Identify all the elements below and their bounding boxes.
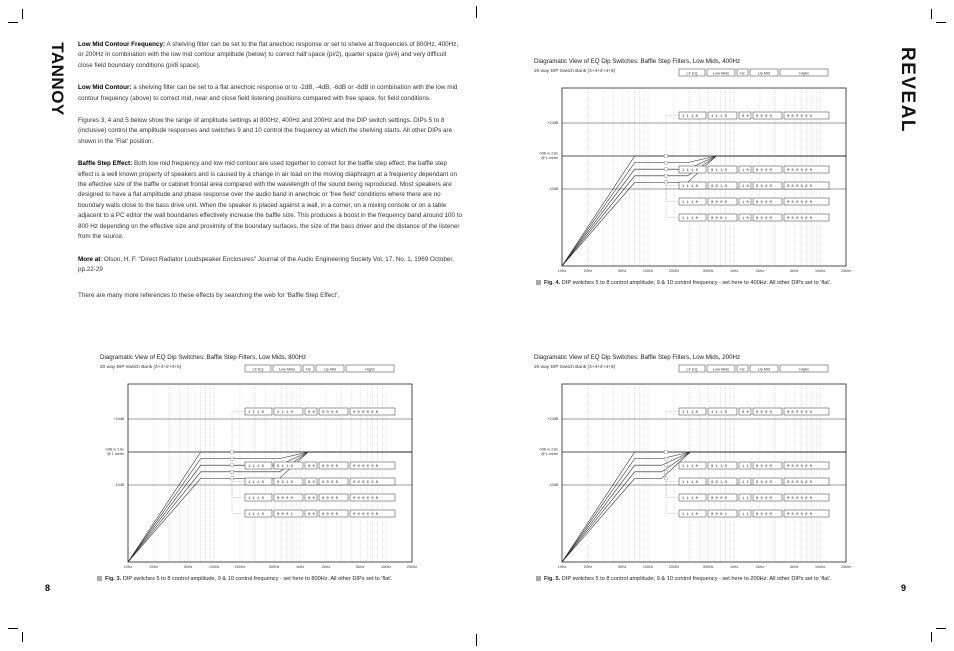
dip-switch-value: 0 1 1 0 (711, 465, 727, 469)
x-tick-label: 100Hz (208, 565, 220, 569)
dip-switch-value: 0 0 0 0 (756, 115, 772, 119)
curve-marker (665, 451, 668, 454)
leader-line (666, 116, 679, 157)
x-tick-label: 10Hz (557, 269, 567, 273)
figure-3-800hz (100, 354, 418, 594)
dip-switch-value: 0 0 0 0 0 0 (787, 115, 813, 119)
x-tick-label: 10Hz (557, 565, 567, 569)
curve-marker (665, 168, 668, 171)
x-tick-label: 1kHz (295, 565, 305, 569)
dip-switch-value: 1 1 1 0 (682, 513, 698, 517)
dip-switch-value: 1 1 1 0 (682, 465, 698, 469)
leader-line (232, 412, 245, 453)
x-tick-label: 50Hz (617, 269, 627, 273)
dip-switch-value: 0 0 0 1 (277, 513, 293, 517)
dip-switch-value: 0 0 0 0 0 0 (787, 411, 813, 415)
dip-switch-value: 0 0 0 0 (756, 201, 772, 205)
paragraph-more-at: More at: Olson, H. F. "Direct Radiator Loudspeaker Enclosures" Journal of the Audio Engineering Society Vol. 17, No. 1, 1969 October, pp.22-29 (78, 255, 454, 273)
dip-switch-value: 0 0 0 0 (756, 513, 772, 517)
dip-section-label: Hz (740, 71, 745, 76)
dip-section-label: Up Mid (323, 367, 337, 372)
x-tick-label: 10kHz (815, 565, 826, 569)
x-tick-label: 500Hz (268, 565, 280, 569)
y-axis-label: 0dB re 2.8v (539, 447, 558, 452)
y-axis-label: @ 1 metre (107, 452, 124, 456)
dip-switch-value: 1 1 1 0 (248, 411, 264, 415)
figure-4-400hz (534, 58, 852, 298)
dip-switch-value: 0 0 0 1 (711, 217, 727, 221)
figure-4-caption: Fig. 4. DIP switches 5 to 8 control amplitude, 9 & 10 control frequency - set here to 400Hz. All other DIPs set to 'flat'. (536, 280, 831, 286)
dip-section-label: Highs (365, 367, 375, 372)
x-tick-label: 10kHz (815, 269, 826, 273)
dip-switch-value: 0 0 0 0 (322, 513, 338, 517)
dip-switch-value: 0 0 0 0 0 0 (787, 513, 813, 517)
tannoy-logo (30, 42, 67, 116)
dip-switch-value: 1 1 1 0 (711, 411, 727, 415)
dip-switch-value: 0 0 1 0 (711, 481, 727, 485)
paragraph-baffle-step: Baffle Step Effect: Both low mid frequency and low mid contour are used together to correct for the baffle step effect. the baffle step effect is a well known property of speakers and is caused by a change in air load on the moving diaphragm at a frequency dependant on the effective size of the baffle or cabinet frontal area compared with the wavelength of the sound being reproduced. Most speakers are designed to have a flat amplitude and phase response over the audio band in anechoic or 'free field' conditions where there are no boundary walls close to the bass drive unit. When the speaker is placed against a wall, in a corner, on a mixing console or on a table adjacent to a PC editor the wall boundaries effectively increase the baffle size. This produces a boost in the frequency band around 100 to 800 Hz depending on the effective size and proximity of the boundary surfaces, the size of the bass driver and the distance of the listener from the source. (78, 160, 463, 241)
dip-section-label: Hz (740, 367, 745, 372)
dip-switch-value: 0 0 (308, 481, 315, 485)
dip-section-label: Low Mids (278, 367, 296, 372)
x-tick-label: 1kHz (729, 565, 739, 569)
dip-switch-value: 0 0 1 0 (711, 185, 727, 189)
response-chart (534, 354, 852, 576)
dip-switch-value: 0 0 0 0 0 0 (787, 217, 813, 221)
dip-switch-value: 1 0 (742, 185, 749, 189)
leader-line (232, 472, 245, 498)
dip-switch-value: 1 1 1 0 (682, 115, 698, 119)
dip-switch-value: 1 1 1 0 (682, 411, 698, 415)
body-text (78, 40, 462, 312)
dip-switch-value: 0 0 (742, 411, 749, 415)
leader-line (666, 182, 679, 217)
curve-marker (231, 451, 234, 454)
dip-switch-value: 0 0 0 0 (322, 481, 338, 485)
page-number-right: 9 (901, 583, 907, 593)
crop-mark (8, 628, 18, 629)
x-tick-label: 20kHz (406, 565, 418, 569)
dip-switch-value: 0 0 0 0 0 0 (353, 497, 379, 501)
svg-text:REVEAL: REVEAL (897, 46, 918, 134)
dip-section-label: Low Mids (712, 71, 730, 76)
dip-section-label: Hz (306, 367, 311, 372)
page-number-left: 8 (45, 583, 51, 593)
x-tick-label: 20kHz (840, 565, 852, 569)
x-tick-label: 2kHz (755, 565, 765, 569)
dip-switch-value: 0 0 (742, 115, 749, 119)
x-tick-label: 10Hz (123, 565, 133, 569)
dip-switch-value: 1 1 1 0 (682, 185, 698, 189)
dip-switch-value: 0 0 (308, 465, 315, 469)
dip-section-label: Low Mids (712, 367, 730, 372)
figure-title: Diagramatic View of EQ Dip Switches: Baffle Step Filters, Low Mids, 200Hz (534, 354, 741, 361)
y-axis-label: +10dB (547, 121, 558, 125)
paragraph-low-mid-contour-frequency: Low Mid Contour Frequency: A shelving filter can be set to the flat anechoic response or set to shelve at frequencies of 800Hz, 400Hz, or 200Hz in combination with the low mid contour amplitude (below) to correct half space (pi/2), quarter space (pi/4) and very difficult close field boundary conditions (pi/8 space). (78, 41, 459, 69)
leader-line (666, 412, 679, 453)
paragraph-figures: Figures 3, 4 and 5 below show the range of amplitude settings at 800Hz, 400Hz and 200Hz and the DIP switch settings. DIPs 5 to 8 (inclusive) control the amplitude responses and switches 9 and 10 control the frequency at which the shelving starts. All other DIPs are shown in the 'Flat' position. (78, 117, 453, 145)
crop-mark (22, 632, 23, 642)
dip-switch-value: 1 1 (742, 465, 749, 469)
dip-bank-label: 20 way DIP Switch Bank (4+4+2+4+6) (534, 365, 616, 370)
x-tick-label: 20Hz (583, 269, 593, 273)
dip-switch-value: 0 0 0 1 (711, 513, 727, 517)
leader-line (232, 465, 245, 481)
dip-switch-value: 0 0 0 0 (756, 497, 772, 501)
dip-switch-value: 1 1 1 0 (248, 481, 264, 485)
curve-marker (231, 464, 234, 467)
dip-switch-value: 0 0 0 0 (322, 465, 338, 469)
y-axis-label: +10dB (113, 417, 124, 421)
x-tick-label: 200Hz (668, 269, 680, 273)
curve-marker (231, 457, 234, 460)
crop-mark (936, 628, 946, 629)
y-axis-label: 0dB re 2.8v (105, 447, 124, 452)
figure-5-200hz (534, 354, 852, 594)
dip-switch-value: 1 1 1 0 (277, 411, 293, 415)
y-axis-label: -10dB (548, 483, 558, 487)
x-tick-label: 20kHz (840, 269, 852, 273)
y-axis-label: -10dB (114, 483, 124, 487)
y-axis-label: 0dB re 2.8v (539, 151, 558, 156)
x-tick-label: 200Hz (234, 565, 246, 569)
dip-bank-label: 20 way DIP Switch Bank (4+4+2+4+6) (534, 69, 616, 74)
dip-switch-value: 0 0 1 0 (277, 481, 293, 485)
dip-bank-label: 20 way DIP Switch Bank (4+4+2+4+6) (100, 365, 182, 370)
dip-switch-value: 0 0 (308, 497, 315, 501)
dip-switch-value: 0 0 (308, 513, 315, 517)
dip-switch-value: 1 1 1 0 (682, 169, 698, 173)
y-axis-label: -10dB (548, 187, 558, 191)
crop-mark (931, 632, 932, 642)
response-chart (100, 354, 418, 576)
leader-line (666, 472, 679, 498)
leader-line (232, 478, 245, 513)
x-tick-label: 20Hz (149, 565, 159, 569)
dip-switch-value: 1 0 (742, 201, 749, 205)
x-tick-label: 5kHz (356, 565, 365, 569)
dip-switch-value: 0 1 1 0 (277, 465, 293, 469)
caption-marker (536, 280, 541, 285)
x-tick-label: 500Hz (702, 269, 714, 273)
dip-switch-value: 0 0 0 0 (756, 169, 772, 173)
dip-switch-value: 1 1 1 0 (711, 115, 727, 119)
dip-switch-value: 1 0 (742, 217, 749, 221)
x-tick-label: 2kHz (321, 565, 331, 569)
curve-marker (231, 477, 234, 480)
dip-switch-value: 0 0 0 0 0 0 (787, 481, 813, 485)
dip-switch-value: 0 0 0 0 0 0 (787, 497, 813, 501)
crop-mark (476, 6, 477, 18)
dip-switch-value: 0 0 0 0 (756, 185, 772, 189)
dip-switch-value: 0 0 0 0 0 0 (353, 481, 379, 485)
crop-mark (931, 9, 932, 19)
dip-switch-value: 0 0 0 0 (322, 497, 338, 501)
dip-switch-value: 0 0 0 0 (277, 497, 293, 501)
x-tick-label: 5kHz (790, 565, 799, 569)
dip-switch-value: 0 0 0 0 (711, 497, 727, 501)
x-tick-label: 5kHz (790, 269, 799, 273)
dip-section-label: Highs (799, 71, 809, 76)
x-tick-label: 100Hz (642, 269, 654, 273)
leader-line (666, 163, 679, 170)
dip-section-label: Highs (799, 367, 809, 372)
curve-marker (665, 470, 668, 473)
reveal-logo (896, 44, 922, 136)
crop-mark (476, 634, 477, 646)
curve-marker (231, 470, 234, 473)
x-tick-label: 1kHz (729, 269, 739, 273)
x-tick-label: 100Hz (642, 565, 654, 569)
curve-marker (665, 464, 668, 467)
x-tick-label: 50Hz (183, 565, 193, 569)
x-tick-label: 500Hz (702, 565, 714, 569)
dip-switch-value: 1 1 1 0 (682, 481, 698, 485)
dip-section-label: LF EQ (252, 367, 264, 372)
dip-switch-value: 1 1 (742, 497, 749, 501)
dip-switch-value: 1 1 1 0 (248, 513, 264, 517)
dip-switch-value: 1 1 1 0 (682, 217, 698, 221)
dip-switch-value: 1 1 1 0 (682, 497, 698, 501)
leader-line (666, 478, 679, 513)
leader-line (666, 169, 679, 185)
figure-5-caption: Fig. 5. DIP switches 5 to 8 control amplitude, 9 & 10 control frequency - set here to 200Hz. All other DIPs set to 'flat'. (536, 576, 831, 582)
caption-marker (97, 576, 102, 581)
dip-switch-value: 0 0 0 0 (756, 465, 772, 469)
dip-switch-value: 1 1 1 0 (682, 201, 698, 205)
crop-mark (936, 22, 946, 23)
curve-marker (665, 161, 668, 164)
dip-switch-value: 1 0 (742, 169, 749, 173)
curve-marker (665, 181, 668, 184)
caption-marker (536, 576, 541, 581)
dip-switch-value: 0 0 0 0 0 0 (787, 465, 813, 469)
figure-title: Diagramatic View of EQ Dip Switches: Baffle Step Filters, Low Mids, 800Hz (100, 354, 307, 361)
crop-mark (8, 22, 18, 23)
dip-section-label: LF EQ (686, 71, 698, 76)
paragraph-references: There are many more references to these effects by searching the web for 'Baffle Step Effect'. (78, 292, 340, 300)
leader-line (666, 176, 679, 202)
dip-switch-value: 0 0 0 0 (756, 217, 772, 221)
x-tick-label: 200Hz (668, 565, 680, 569)
curve-marker (665, 174, 668, 177)
dip-switch-value: 0 0 0 0 0 0 (787, 201, 813, 205)
response-chart (534, 58, 852, 280)
dip-switch-value: 0 0 0 0 (711, 201, 727, 205)
dip-switch-value: 0 0 0 0 (756, 411, 772, 415)
dip-section-label: LF EQ (686, 367, 698, 372)
dip-switch-value: 0 0 0 0 (756, 481, 772, 485)
x-tick-label: 20Hz (583, 565, 593, 569)
y-axis-label: @ 1 metre (541, 452, 558, 456)
figure-3-caption: Fig. 3. DIP switches 5 to 8 control amplitude, 9 & 10 control frequency - set here to 800Hz. All other DIPs set to 'flat'. (97, 576, 392, 582)
y-axis-label: @ 1 metre (541, 156, 558, 160)
dip-switch-value: 1 1 (742, 513, 749, 517)
curve-marker (665, 477, 668, 480)
dip-switch-value: 0 0 0 0 0 0 (353, 465, 379, 469)
dip-switch-value: 0 0 0 0 (322, 411, 338, 415)
dip-switch-value: 1 1 1 0 (248, 497, 264, 501)
dip-switch-value: 1 1 1 0 (248, 465, 264, 469)
svg-text:TANNOY: TANNOY (48, 42, 67, 116)
leader-line (232, 459, 245, 466)
dip-switch-value: 0 0 0 0 0 0 (787, 169, 813, 173)
curve-marker (665, 155, 668, 158)
x-tick-label: 10kHz (381, 565, 392, 569)
dip-switch-value: 0 0 0 0 0 0 (353, 411, 379, 415)
curve-marker (665, 457, 668, 460)
x-tick-label: 50Hz (617, 565, 627, 569)
y-axis-label: +10dB (547, 417, 558, 421)
dip-section-label: Up Mid (757, 367, 771, 372)
crop-mark (22, 9, 23, 19)
dip-switch-value: 0 0 (308, 411, 315, 415)
dip-switch-value: 0 0 0 0 0 0 (787, 185, 813, 189)
paragraph-low-mid-contour: Low Mid Contour: a shelving filter can be set to a flat anechoic response or to -2dB, -4dB, -6dB or -8dB in combination with the low mid contour frequency (above) to correct mid, near and close field listening positions compared with free space, for field conditions. (78, 84, 458, 102)
dip-section-label: Up Mid (757, 71, 771, 76)
dip-switch-value: 0 0 0 0 0 0 (353, 513, 379, 517)
dip-switch-value: 0 1 1 0 (711, 169, 727, 173)
x-tick-label: 2kHz (755, 269, 765, 273)
figure-title: Diagramatic View of EQ Dip Switches: Baffle Step Filters, Low Mids, 400Hz (534, 58, 741, 65)
dip-switch-value: 1 1 (742, 481, 749, 485)
